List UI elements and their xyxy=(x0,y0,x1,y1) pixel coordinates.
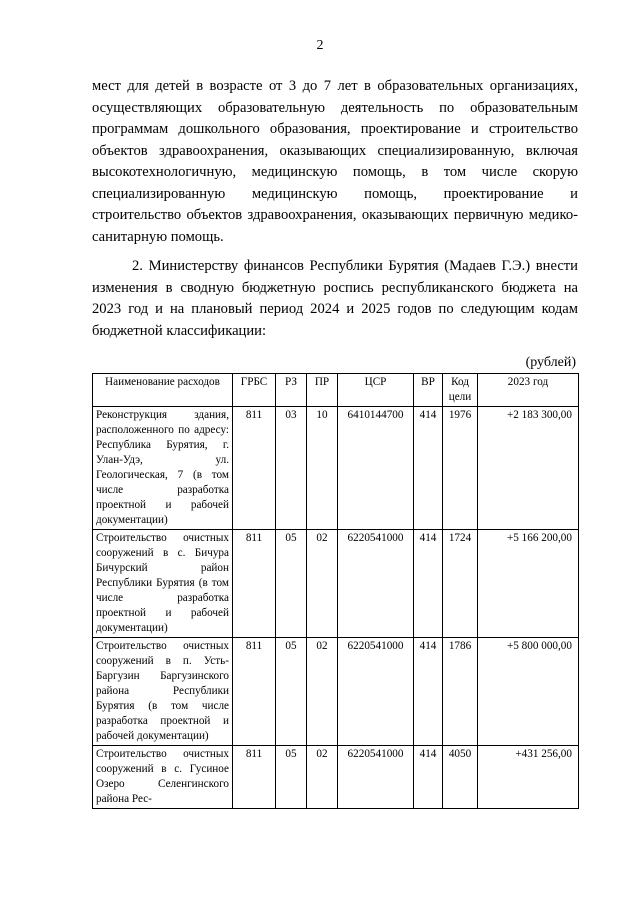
row-amount: +431 256,00 xyxy=(478,746,579,809)
row-pr: 02 xyxy=(307,638,338,746)
row-target-code: 1976 xyxy=(443,407,478,530)
header-pr: ПР xyxy=(307,374,338,407)
row-name: Строительство очистных сооружений в с. Гусиное Озеро Селенгинского района Рес- xyxy=(93,746,233,809)
row-rz: 05 xyxy=(276,638,307,746)
budget-table xyxy=(92,373,579,809)
header-rz: РЗ xyxy=(276,374,307,407)
row-target-code: 4050 xyxy=(443,746,478,809)
header-grbs: ГРБС xyxy=(233,374,276,407)
page-number: 2 xyxy=(316,38,324,53)
row-rz: 05 xyxy=(276,746,307,809)
header-year-2023: 2023 год xyxy=(478,374,579,407)
header-vr: ВР xyxy=(414,374,443,407)
row-name: Реконструкция здания, расположенного по адресу: Республика Бурятия, г. Улан-Удэ, ул. Геологическая, 7 (в том числе разработка проектной и рабочей документации) xyxy=(93,407,233,530)
row-grbs: 811 xyxy=(233,638,276,746)
row-csr: 6410144700 xyxy=(338,407,414,530)
row-amount: +5 800 000,00 xyxy=(478,638,579,746)
row-name: Строительство очистных сооружений в с. Бичура Бичурский район Республики Бурятия (в том числе разработка проектной и рабочей документации) xyxy=(93,530,233,638)
table-row xyxy=(93,530,579,638)
row-amount: +2 183 300,00 xyxy=(478,407,579,530)
row-pr: 10 xyxy=(307,407,338,530)
table-header-row xyxy=(93,374,579,407)
header-csr: ЦСР xyxy=(338,374,414,407)
row-pr: 02 xyxy=(307,746,338,809)
row-grbs: 811 xyxy=(233,407,276,530)
units-note: (рублей) xyxy=(525,355,576,370)
row-vr: 414 xyxy=(414,530,443,638)
row-name: Строительство очистных сооружений в п. Усть-Баргузин Баргузинского района Республики Бурятия (в том числе разработка проектной и рабочей документации) xyxy=(93,638,233,746)
intro-paragraph: мест для детей в возрасте от 3 до 7 лет в образовательных организациях, осуществляющих образовательную деятельность по образовательным программам дошкольного образования, проектирование и строительство объектов здравоохранения, оказывающих специализированную, включая высокотехнологичную, медицинскую помощь, в том числе скорую специализированную медицинскую помощь, проектирование и строительство объектов здравоохранения, оказывающих первичную медико-санитарную помощь. xyxy=(92,78,578,245)
row-rz: 05 xyxy=(276,530,307,638)
header-name: Наименование расходов xyxy=(93,374,233,407)
row-vr: 414 xyxy=(414,746,443,809)
row-amount: +5 166 200,00 xyxy=(478,530,579,638)
row-target-code: 1786 xyxy=(443,638,478,746)
row-grbs: 811 xyxy=(233,746,276,809)
row-csr: 6220541000 xyxy=(338,746,414,809)
row-csr: 6220541000 xyxy=(338,638,414,746)
row-pr: 02 xyxy=(307,530,338,638)
row-grbs: 811 xyxy=(233,530,276,638)
row-target-code: 1724 xyxy=(443,530,478,638)
instruction-paragraph: 2. Министерству финансов Республики Бурятия (Мадаев Г.Э.) внести изменения в сводную бюджетную роспись республиканского бюджета на 2023 год и на плановый период 2024 и 2025 годов по следующим кодам бюджетной классификации: xyxy=(92,258,578,339)
header-target-code: Код цели xyxy=(443,374,478,407)
table-row xyxy=(93,746,579,809)
row-rz: 03 xyxy=(276,407,307,530)
row-csr: 6220541000 xyxy=(338,530,414,638)
table-row xyxy=(93,638,579,746)
row-vr: 414 xyxy=(414,638,443,746)
table-row xyxy=(93,407,579,530)
row-vr: 414 xyxy=(414,407,443,530)
